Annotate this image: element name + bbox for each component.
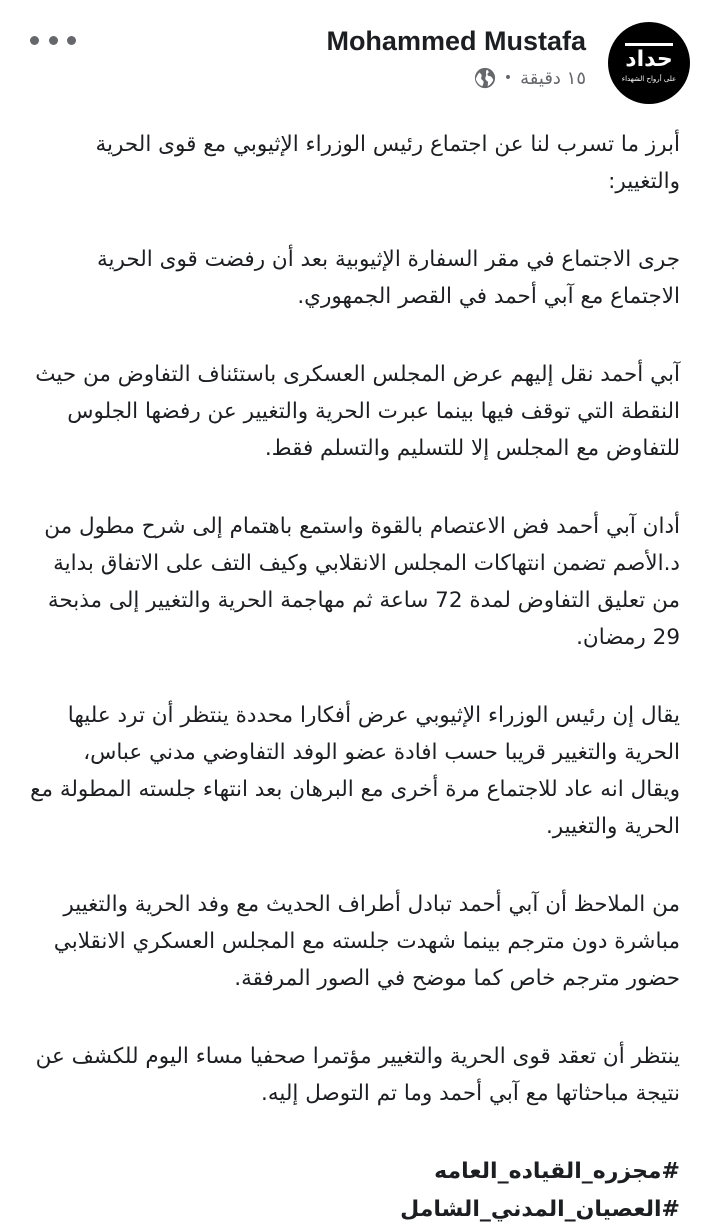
post-paragraph-4: أدان آبي أحمد فض الاعتصام بالقوة واستمع باهتمام إلى شرح مطول من د.الأصم تضمن انتهاكات المجلس الانقلابي وكيف التف على الاتفاق بداية من تعليق التفاوض لمدة 72 ساعة ثم مهاجمة الحرية والتغيير إلى مذبحة 29 رمضان. [44, 514, 680, 650]
post-paragraph-7: ينتظر أن تعقد قوى الحرية والتغيير مؤتمرا صحفيا مساء اليوم للكشف عن نتيجة مباحثاتها مع آبي أحمد وما تم التوصل إليه. [35, 1044, 680, 1106]
meta-separator: • [503, 70, 513, 86]
post-timestamp[interactable]: ١٥ دقيقة [520, 67, 586, 89]
more-horizontal-icon [30, 36, 39, 45]
post-paragraph-1: أبرز ما تسرب لنا عن اجتماع رئيس الوزراء الإثيوبي مع قوى الحرية والتغيير: [95, 132, 680, 194]
post-body [28, 126, 680, 1229]
hashtag-list [28, 1153, 680, 1229]
avatar[interactable] [608, 22, 690, 104]
more-horizontal-icon-dot [67, 36, 76, 45]
post-header [0, 0, 704, 112]
post-meta [474, 64, 586, 92]
post-paragraph-6: من الملاحظ أن آبي أحمد تبادل أطراف الحديث مع وفد الحرية والتغيير مباشرة دون مترجم بينما شهدت جلسته مع المجلس العسكري الانقلابي حضور مترجم خاص كما موضح في الصور المرفقة. [53, 892, 680, 991]
avatar-logo-text: حداد [625, 43, 672, 72]
hashtag-link[interactable]: #مجزره_القياده_العامه [434, 1159, 680, 1184]
author-name[interactable]: Mohammed Mustafa [326, 26, 586, 56]
avatar-logo-subtext: على أرواح الشهداء [621, 74, 677, 83]
globe-icon[interactable] [474, 67, 496, 89]
hashtag-link[interactable]: #العصيان_المدني_الشامل [400, 1197, 680, 1222]
post-paragraph-5: يقال إن رئيس الوزراء الإثيوبي عرض أفكارا محددة ينتظر أن ترد عليها الحرية والتغيير قريبا حسب افادة عضو الوفد التفاوضي مدني عباس، ويقال انه عاد للاجتماع مرة أخرى مع البرهان بعد انتهاء جلسته المطولة مع الحرية والتغيير. [30, 703, 680, 839]
post-paragraph-2: جرى الاجتماع في مقر السفارة الإثيوبية بعد أن رفضت قوى الحرية الاجتماع مع آبي أحمد في القصر الجمهوري. [97, 247, 680, 309]
more-horizontal-icon-dot [49, 36, 58, 45]
post-paragraph-3: آبي أحمد نقل إليهم عرض المجلس العسكرى باستئناف التفاوض من حيث النقطة التي توقف فيها بينما عبرت الحرية والتغيير عن رفضها الجلوس للتفاوض مع المجلس إلا للتسليم والتسلم فقط. [35, 362, 680, 461]
more-options-button[interactable] [30, 28, 76, 52]
